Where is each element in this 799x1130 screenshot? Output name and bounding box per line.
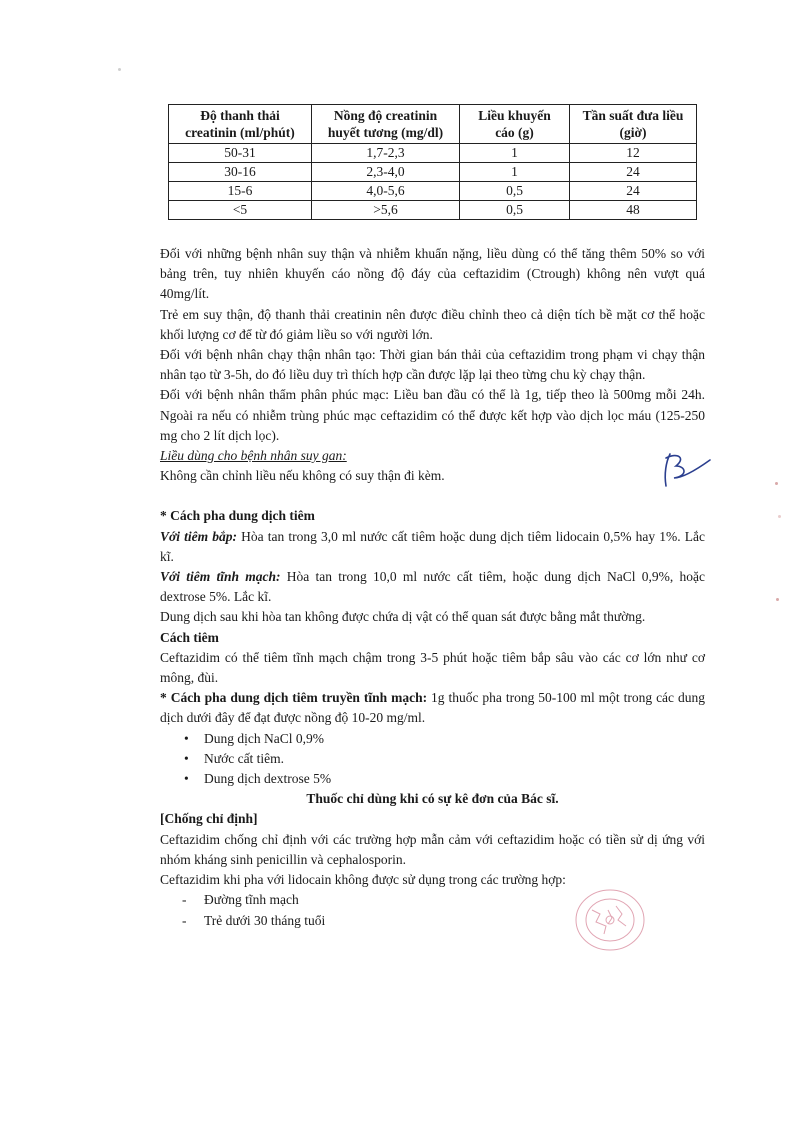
table-cell: 48 [570,201,697,220]
table-row [169,163,697,182]
paragraph-hemodialysis: Đối với bệnh nhân chạy thận nhân tạo: Thời gian bán thải của ceftazidim trong phạm vi chạy thận nhân tạo từ 3-5h, do đó liều duy trì thích hợp cần được lặp lại theo từng chu kỳ chạy thận. [160,347,705,383]
injection-heading: Cách tiêm [160,629,219,645]
table-row [169,201,697,220]
margin-speck [776,598,779,601]
intravenous-label: Với tiêm tĩnh mạch: [160,569,281,585]
margin-speck [118,68,121,71]
intramuscular-label: Với tiêm bắp: [160,528,237,544]
liver-dosing-text: Không cần chỉnh liều nếu không có suy thận đi kèm. [160,468,445,484]
header-frequency: Tần suất đưa liều (giờ) [570,105,697,144]
intramuscular-paragraph [160,527,705,567]
table-cell: 50-31 [169,144,312,163]
lidocaine-contraindications-text: Ceftazidim khi pha với lidocain không được sử dụng trong các trường hợp: [160,872,566,888]
list-item: - Đường tĩnh mạch [182,890,705,910]
list-item: • Dung dịch dextrose 5% [184,769,705,789]
solution-note: Dung dịch sau khi hòa tan không được chứa dị vật có thể quan sát được bằng mắt thường. [160,609,646,625]
contraindications-heading: [Chống chỉ định] [160,811,258,827]
table-cell: 0,5 [460,201,570,220]
table-cell: 12 [570,144,697,163]
table-cell: 24 [570,163,697,182]
intramuscular-text: Hòa tan trong 3,0 ml nước cất tiêm hoặc dung dịch tiêm lidocain 0,5% hay 1%. Lắc kĩ. [160,528,705,564]
table-cell: 1 [460,144,570,163]
infusion-label: * Cách pha dung dịch tiêm truyền tĩnh mạch: [160,690,428,706]
infusion-solution-list [160,729,705,790]
header-creatinine: Nồng độ creatinin huyết tương (mg/dl) [312,105,460,144]
infusion-text: 1g thuốc pha trong 50-100 ml một trong các dung dịch dưới đây để đạt được nồng độ 10-20 mg/ml. [160,690,705,726]
spacer [160,486,705,506]
table-cell: 30-16 [169,163,312,182]
preparation-heading: * Cách pha dung dịch tiêm [160,508,315,524]
table-cell: <5 [169,201,312,220]
renal-dosing-table [168,104,697,220]
table-cell: 15-6 [169,182,312,201]
paragraph-children: Trẻ em suy thận, độ thanh thải creatinin nên được điều chỉnh theo cả diện tích bề mặt cơ thể hoặc khối lượng cơ để từ đó giảm liều so với người lớn. [160,306,705,342]
paragraph-severe-infection: Đối với những bệnh nhân suy thận và nhiễm khuẩn nặng, liều dùng có thể tăng thêm 50% so với bảng trên, tuy nhiên khuyến cáo nồng độ đáy của ceftazidim (Ctrough) không nên vượt quá 40mg/lít. [160,246,705,302]
list-item: • Dung dịch NaCl 0,9% [184,729,705,749]
table-cell: 2,3-4,0 [312,163,460,182]
header-clearance: Độ thanh thải creatinin (ml/phút) [169,105,312,144]
liver-dosing-heading: Liều dùng cho bệnh nhân suy gan: [160,448,347,464]
table-cell: >5,6 [312,201,460,220]
table-row [169,182,697,201]
infusion-paragraph [160,688,705,728]
table-cell: 0,5 [460,182,570,201]
renal-dosing-table-wrap [168,104,696,220]
table-cell: 24 [570,182,697,201]
stamp-mark [560,880,650,955]
table-cell: 1 [460,163,570,182]
margin-speck [775,482,778,485]
header-dose: Liều khuyến cáo (g) [460,105,570,144]
document-body [160,244,705,931]
signature-mark [652,448,712,493]
table-row [169,144,697,163]
injection-text: Ceftazidim có thể tiêm tĩnh mạch chậm trong 3-5 phút hoặc tiêm bắp sâu vào các cơ lớn như cơ mông, đùi. [160,649,705,686]
list-item: • Nước cất tiêm. [184,749,705,769]
table-cell: 4,0-5,6 [312,182,460,201]
prescription-note: Thuốc chỉ dùng khi có sự kê đơn của Bác sĩ. [306,791,559,807]
intravenous-paragraph [160,567,705,607]
paragraph-peritoneal-dialysis: Đối với bệnh nhân thẩm phân phúc mạc: Liều ban đầu có thể là 1g, tiếp theo là 500mg mỗi 24h. Ngoài ra nếu có nhiễm trùng phúc mạc ceftazidim có thể được kết hợp vào dịch lọc máu (125-250 mg cho 2 lít dịch lọc). [160,387,705,443]
list-item: - Trẻ dưới 30 tháng tuổi [182,911,705,931]
table-header-row [169,105,697,144]
contraindications-text: Ceftazidim chống chỉ định với các trường hợp mẫn cảm với ceftazidim hoặc có tiền sử dị ứng với nhóm kháng sinh penicillin và cephalosporin. [160,831,705,867]
intravenous-text: Hòa tan trong 10,0 ml nước cất tiêm, hoặc dung dịch NaCl 0,9%, hoặc dextrose 5%. Lắc kĩ. [160,569,705,605]
margin-speck [778,515,781,518]
table-cell: 1,7-2,3 [312,144,460,163]
